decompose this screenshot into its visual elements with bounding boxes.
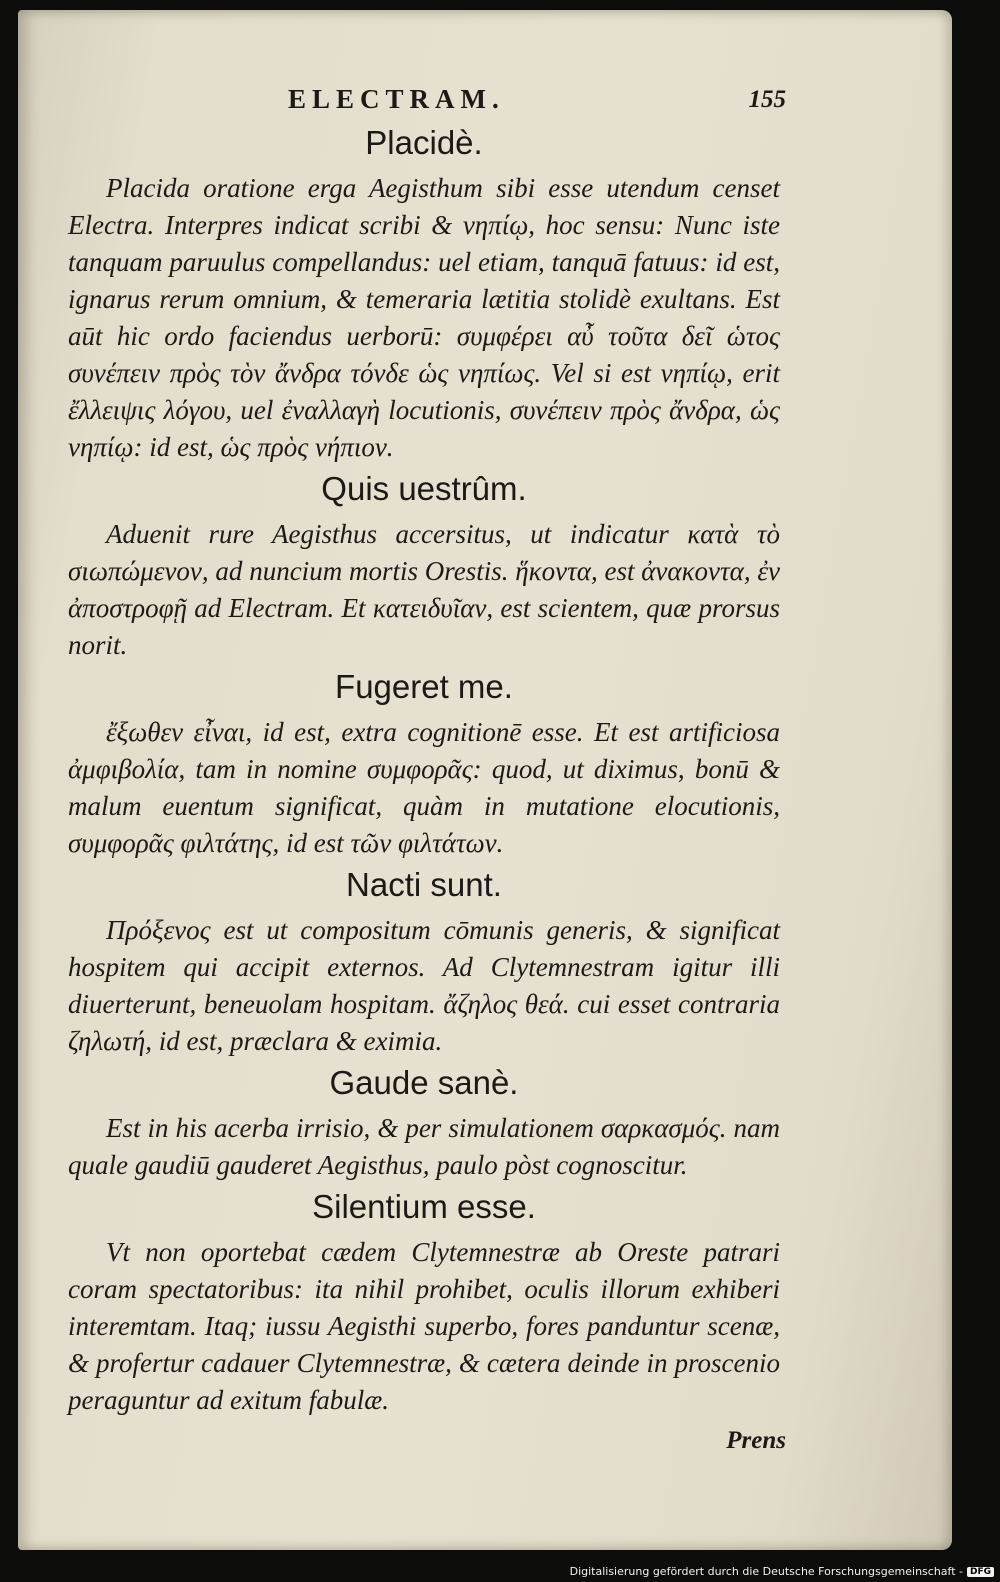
section-silentium-esse [68, 1186, 780, 1419]
section-gaude-sane [68, 1062, 780, 1184]
section-text: Est in his acerba irrisio, & per simulationem σαρκασμός. nam quale gaudiū gauderet Aegisthus, paulo pòst cognoscitur. [68, 1113, 780, 1180]
dfg-logo: DFG [967, 1567, 994, 1577]
section-text: Vt non oportebat cædem Clytemnestræ ab Oreste patrari coram spectatoribus: ita nihil prohibet, oculis illorum exhiberi interemtam. Itaq; iussu Aegisthi superbo, fores panduntur scenæ, & profertur cadauer Clytemnestræ, & cætera deinde in proscenio peraguntur ad exitum fabulæ. [68, 1237, 780, 1415]
section-heading: Gaude sanè. [329, 1064, 519, 1101]
section-heading: Fugeret me. [335, 668, 513, 705]
section-text: Πρόξενος est ut compositum cōmunis generis, & significat hospitem qui accipit externos. Ad Clytemnestram igitur illi diuerterunt, beneuolam hospitam. ἄζηλος θεά. cui esset contraria ζηλωτή, id est, præclara & eximia. [68, 915, 780, 1056]
running-title: ELECTRAM. [288, 84, 505, 114]
digitization-footer [570, 1565, 994, 1578]
catchword: Prens [726, 1427, 786, 1454]
section-nacti-sunt [68, 864, 780, 1060]
section-text: ἔξωθεν εἶναι, id est, extra cognitionē esse. Et est artificiosa ἀμφιβολία, tam in nomine συμφορᾶς: quod, ut diximus, bonū & malum euentum significat, quàm in mutatione elocutionis, συμφορᾶς φιλτάτης, id est τῶν φιλτάτων. [68, 717, 780, 858]
section-heading: Quis uestrûm. [321, 470, 527, 507]
section-text: Aduenit rure Aegisthus accersitus, ut indicatur κατὰ τὸ σιωπώμενον, ad nuncium mortis Orestis. ἥκοντα, est ἀνακοντα, ἐν ἀποστροφῇ ad Electram. Et κατειδυῖαν, est scientem, quæ prorsus norit. [68, 519, 780, 660]
page-number: 155 [748, 86, 786, 113]
section-quis-uestrum [68, 468, 780, 664]
text-block [68, 84, 786, 1455]
section-text: Placida oratione erga Aegisthum sibi esse utendum censet Electra. Interpres indicat scribi & νηπίῳ, hoc sensu: Nunc iste tanquam paruulus compellandus: uel etiam, tanquā fatuus: id est, ignarus rerum omnium, & temeraria lætitia stolidè exultans. Est aūt hic ordo faciendus uerborū: συμφέρει αὖ τοῦτα δεῖ ὡτος συνέπειν πρὸς τὸν ἄνδρα τόνδε ὡς νηπίως. Vel si est νηπίῳ, erit ἔλλειψις λόγου, uel ἐναλλαγὴ locutionis, συνέπειν πρὸς ἄνδρα, ὡς νηπίῳ: id est, ὡς πρὸς νήπιον. [68, 173, 780, 462]
section-placide [68, 122, 780, 466]
section-heading: Nacti sunt. [346, 866, 502, 903]
running-head [68, 84, 786, 120]
section-fugeret-me [68, 666, 780, 862]
section-heading: Placidè. [365, 124, 483, 161]
footer-credit: Digitalisierung gefördert durch die Deutsche Forschungsgemeinschaft - [569, 1565, 963, 1578]
section-heading: Silentium esse. [312, 1188, 536, 1225]
book-page [18, 10, 952, 1550]
